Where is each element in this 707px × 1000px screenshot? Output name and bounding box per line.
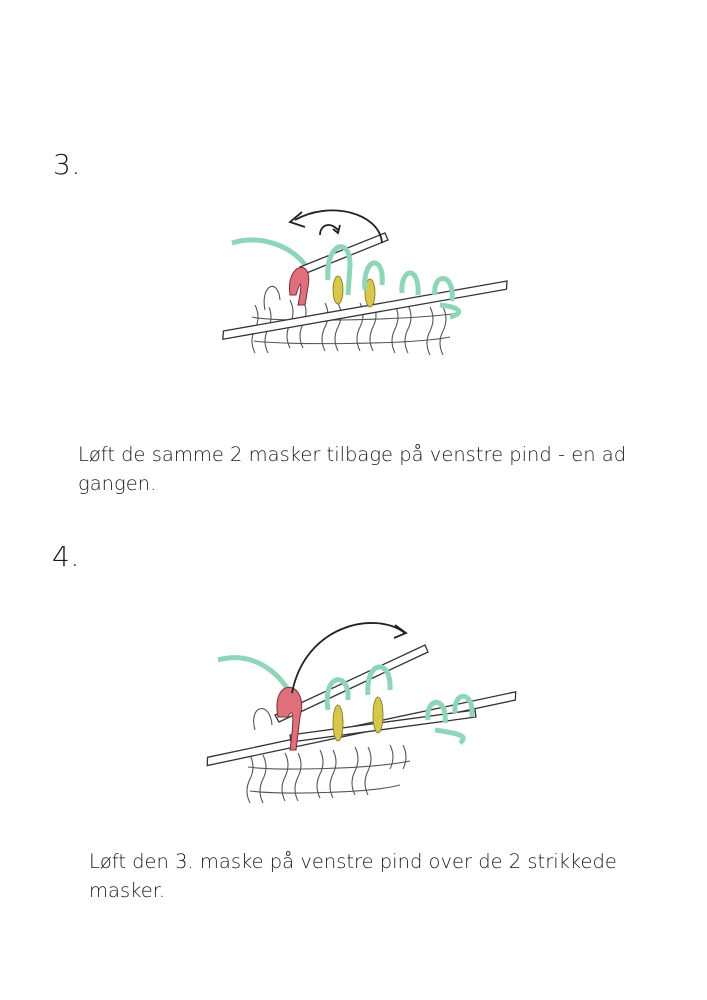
step-4-number: 4. xyxy=(52,540,80,573)
step-3-number: 3. xyxy=(53,148,81,181)
step-3-caption: Løft de samme 2 masker tilbage på venstre pind - en ad gangen. xyxy=(78,443,627,495)
knitted-fabric-rows xyxy=(247,745,410,803)
step-4-caption: Løft den 3. maske på venstre pind over de 2 strikkede masker. xyxy=(89,850,617,902)
knitting-pass-stitch-over-illustration xyxy=(200,605,530,815)
knitting-slip-stitches-back-illustration xyxy=(210,195,520,375)
